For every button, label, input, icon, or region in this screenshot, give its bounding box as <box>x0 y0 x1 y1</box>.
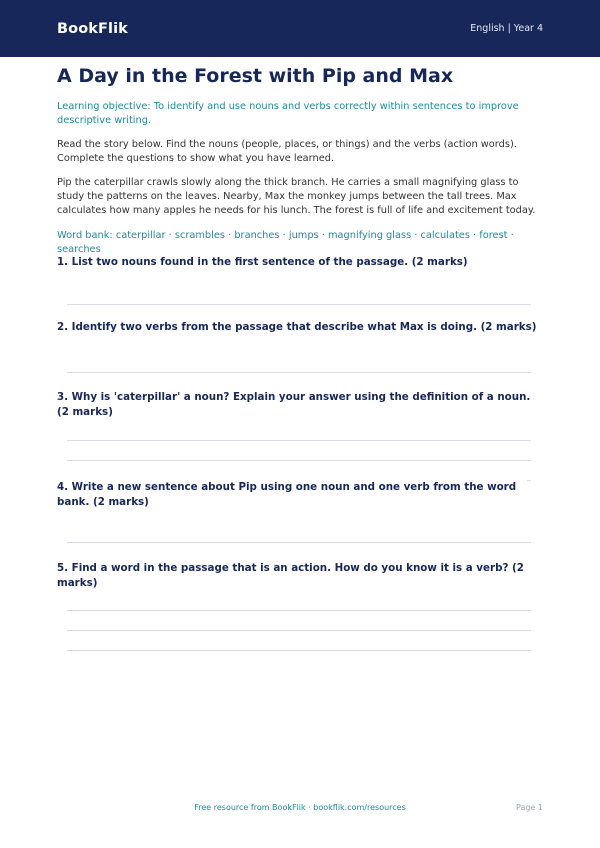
page-header <box>0 0 600 57</box>
answer-line[interactable] <box>67 460 531 461</box>
question-5: 5. Find a word in the passage that is an action. How do you know it is a verb? (2 marks) <box>57 561 543 591</box>
answer-line[interactable] <box>67 542 531 543</box>
question-3: 3. Why is 'caterpillar' a noun? Explain your answer using the definition of a noun. (2 marks) <box>57 391 531 418</box>
answer-line[interactable] <box>67 372 531 373</box>
brand-logo-text: BookFlik <box>57 20 128 37</box>
question-2: 2. Identify two verbs from the passage that describe what Max is doing. (2 marks) <box>57 320 543 335</box>
footer-resource-link[interactable]: Free resource from BookFlik · bookflik.com/resources <box>194 803 406 812</box>
learning-objective: Learning objective: To identify and use nouns and verbs correctly within sentences to improve descriptive writing. <box>57 101 519 126</box>
word-bank: Word bank: caterpillar · scrambles · branches · jumps · magnifying glass · calculates · forest · searches <box>57 230 514 255</box>
question-1: 1. List two nouns found in the first sentence of the passage. (2 marks) <box>57 256 468 268</box>
worksheet-content <box>57 64 543 257</box>
page-title: A Day in the Forest with Pip and Max <box>57 65 454 87</box>
answer-line[interactable] <box>67 304 531 305</box>
subject-year-label: English | Year 4 <box>470 23 543 34</box>
question-4: 4. Write a new sentence about Pip using one noun and one verb from the word bank. (2 marks) <box>57 480 527 510</box>
answer-line[interactable] <box>67 650 531 651</box>
answer-line[interactable] <box>67 440 531 441</box>
answer-line[interactable] <box>67 630 531 631</box>
instructions-text: Read the story below. Find the nouns (people, places, or things) and the verbs (action words). Complete the questions to show what you have learned. <box>57 139 517 164</box>
story-passage: Pip the caterpillar crawls slowly along the thick branch. He carries a small magnifying glass to study the patterns on the leaves. Nearby, Max the monkey jumps between the tall trees. Max calculates how many apples he needs for his lunch. The forest is full of life and excitement today. <box>57 177 536 216</box>
answer-line[interactable] <box>67 610 531 611</box>
page-number: Page 1 <box>516 803 543 812</box>
